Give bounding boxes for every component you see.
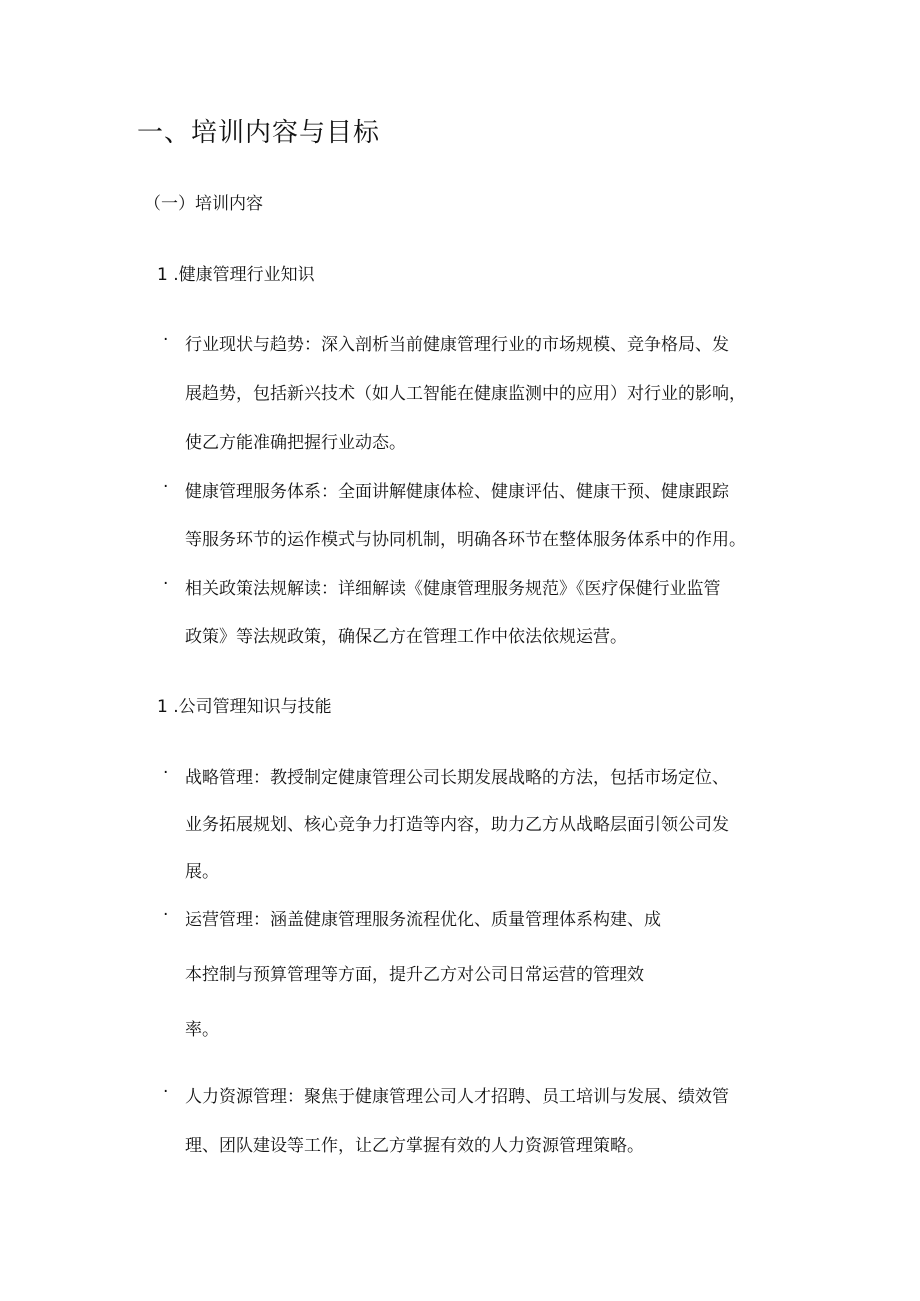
paragraph-line: 政策》等法规政策，确保乙方在管理工作中依法依规运营。 bbox=[185, 627, 627, 647]
paragraph-line: 展。 bbox=[185, 862, 219, 882]
paragraph-line: 业务拓展规划、核心竞争力打造等内容，助力乙方从战略层面引领公司发 bbox=[185, 815, 729, 835]
paragraph-line: 率。 bbox=[185, 1020, 219, 1040]
section-heading: （一）培训内容 bbox=[144, 194, 263, 214]
subsection-title-industry-knowledge: 1 .健康管理行业知识 bbox=[157, 265, 315, 285]
bullet-marker: · bbox=[163, 1082, 169, 1102]
bullet-marker: · bbox=[163, 330, 169, 350]
subsection-title-management-skills: 1 .公司管理知识与技能 bbox=[157, 697, 332, 717]
paragraph-line: 理、团队建设等工作，让乙方掌握有效的人力资源管理策略。 bbox=[185, 1136, 644, 1156]
page-title: 一、培训内容与目标 bbox=[137, 118, 381, 148]
paragraph-line: 使乙方能准确把握行业动态。 bbox=[185, 433, 406, 453]
bullet-marker: · bbox=[163, 905, 169, 925]
paragraph-line: 健康管理服务体系：全面讲解健康体检、健康评估、健康干预、健康跟踪 bbox=[185, 482, 729, 502]
paragraph-line: 战略管理：教授制定健康管理公司长期发展战略的方法，包括市场定位、 bbox=[185, 768, 729, 788]
paragraph-line: 相关政策法规解读：详细解读《健康管理服务规范》《医疗保健行业监管 bbox=[185, 579, 721, 599]
paragraph-line: 行业现状与趋势：深入剖析当前健康管理行业的市场规模、竞争格局、发 bbox=[185, 335, 729, 355]
paragraph-line: 等服务环节的运作模式与协同机制，明确各环节在整体服务体系中的作用。 bbox=[185, 530, 746, 550]
paragraph-line: 展趋势，包括新兴技术（如人工智能在健康监测中的应用）对行业的影响， bbox=[185, 384, 746, 404]
paragraph-line: 本控制与预算管理等方面，提升乙方对公司日常运营的管理效 bbox=[185, 965, 644, 985]
paragraph-line: 人力资源管理：聚焦于健康管理公司人才招聘、员工培训与发展、绩效管 bbox=[185, 1087, 729, 1107]
bullet-marker: · bbox=[163, 477, 169, 497]
bullet-marker: · bbox=[163, 763, 169, 783]
bullet-marker: · bbox=[163, 574, 169, 594]
paragraph-line: 运营管理：涵盖健康管理服务流程优化、质量管理体系构建、成 bbox=[185, 910, 661, 930]
